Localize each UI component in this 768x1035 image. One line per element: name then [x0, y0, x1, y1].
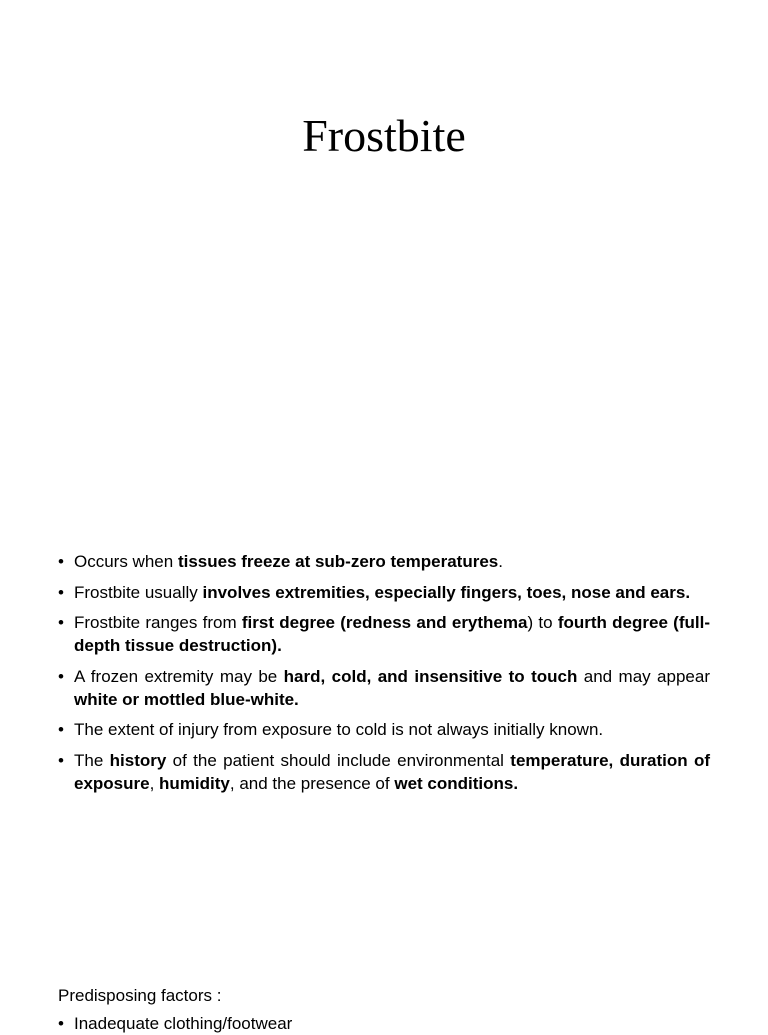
bullet-marker: • [58, 613, 64, 632]
bullet-marker: • [58, 750, 64, 770]
bullet-text: Occurs when [74, 552, 178, 571]
slide-title: Frostbite [302, 110, 466, 161]
bullet-text: , [149, 773, 160, 793]
bullet-item [58, 550, 710, 573]
bullet-item [58, 665, 710, 711]
bullet-text: Frostbite usually [74, 582, 203, 602]
predisposing-factors-heading: Predisposing factors : [58, 986, 222, 1005]
bullet-text: The [74, 750, 110, 770]
bullet-item [58, 581, 710, 604]
bullet-marker: • [58, 552, 64, 571]
bullet-text: ) to [527, 613, 558, 632]
bullet-text-bold: fourth degree (full-depth tissue destruction). [74, 613, 710, 655]
bullet-text-bold: involves extremities, especially fingers, toes, nose and ears. [202, 582, 691, 602]
bullet-text: Frostbite ranges from [74, 613, 242, 632]
bullet-text-bold: temperature, duration of exposure [74, 750, 710, 793]
bullet-text-bold: humidity [159, 773, 230, 793]
bullet-marker: • [58, 720, 64, 739]
bullet-text-bold: first degree (redness and erythema [241, 613, 528, 632]
bullet-text: of the patient should include environmental [166, 750, 511, 770]
bullet-item [58, 611, 710, 657]
bullet-text: , and the presence of [229, 773, 395, 793]
bullet-list [58, 550, 710, 802]
bullet-marker: • [58, 582, 64, 602]
bullet-text: . [498, 552, 503, 571]
bullet-item [58, 749, 710, 795]
bullet-text-bold: wet conditions. [394, 773, 519, 793]
bullet-marker: • [58, 666, 64, 686]
bullet-text: The extent of injury from exposure to cold is not always initially known. [74, 720, 604, 739]
bullet-text-bold: tissues freeze at sub-zero temperatures [177, 552, 499, 571]
bullet-text-bold: hard, cold, and insensitive to touch [283, 666, 578, 686]
bullet-text: A frozen extremity may be [74, 666, 284, 686]
bullet-item [58, 718, 710, 741]
bullet-text: and may appear [577, 666, 710, 686]
bullet-marker: • [58, 1014, 64, 1033]
bullet-text-bold: history [109, 750, 167, 770]
predisposing-factor-text: Inadequate clothing/footwear [74, 1014, 293, 1033]
bullet-text-bold: white or mottled blue-white. [74, 689, 299, 709]
